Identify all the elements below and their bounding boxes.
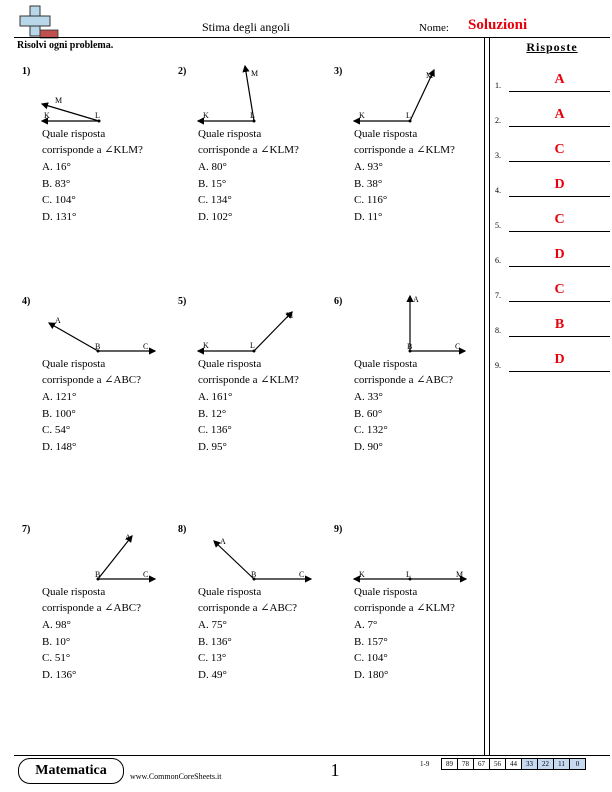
answer-value: C: [554, 282, 565, 297]
option: C. 51°: [42, 652, 71, 664]
point-label: A: [55, 316, 61, 325]
problem-3: [334, 66, 484, 226]
option: A. 16°: [42, 161, 71, 173]
question-line: corrisponde a ∠ABC?: [198, 602, 298, 614]
point-label: A: [125, 533, 131, 542]
option: B. 60°: [354, 407, 383, 420]
answer-line: [509, 336, 610, 337]
problem-number: 8): [178, 524, 187, 535]
point-label: C: [455, 342, 461, 351]
point-label: K: [44, 111, 50, 120]
option: C. 13°: [198, 652, 227, 664]
question-line: Quale risposta: [42, 128, 106, 140]
answer-column-divider-2: [489, 37, 490, 755]
option: D. 49°: [198, 668, 227, 681]
angle-diagram: [22, 66, 172, 126]
option: B. 15°: [198, 177, 227, 190]
option: B. 100°: [42, 407, 76, 420]
answer-row: [495, 352, 610, 372]
question-line: corrisponde a ∠ABC?: [42, 602, 142, 614]
score-range-label: 1-9: [420, 760, 430, 768]
question-line: Quale risposta: [42, 586, 106, 598]
point-label: K: [203, 111, 209, 120]
problem-9: [334, 524, 484, 684]
problem-8: [178, 524, 328, 684]
problem-4: [22, 296, 172, 456]
point-label: K: [359, 111, 365, 120]
option: C. 104°: [42, 194, 76, 206]
question-line: corrisponde a ∠KLM?: [42, 144, 143, 156]
option: D. 11°: [354, 210, 383, 223]
option: D. 148°: [42, 440, 77, 453]
answer-line: [509, 231, 610, 232]
question-line: corrisponde a ∠KLM?: [354, 602, 455, 614]
option: B. 38°: [354, 177, 383, 190]
question-line: corrisponde a ∠KLM?: [198, 144, 299, 156]
footer-rule: [14, 755, 610, 756]
problem-number: 1): [22, 66, 31, 77]
point-label: M: [426, 71, 434, 80]
instructions: Risolvi ogni problema.: [17, 40, 114, 51]
angle-diagram: [178, 66, 328, 126]
angle-diagram: [334, 296, 484, 356]
option: D. 90°: [354, 440, 383, 453]
problem-1: [22, 66, 172, 226]
option: A. 98°: [42, 619, 71, 631]
answer-value: C: [554, 212, 565, 227]
score-cell: 44: [506, 759, 522, 770]
answer-row: [495, 72, 610, 92]
problem-6: [334, 296, 484, 456]
angle-diagram: [334, 524, 484, 584]
header-rule: [14, 37, 610, 38]
question-line: corrisponde a ∠ABC?: [354, 374, 454, 386]
question-line: corrisponde a ∠KLM?: [198, 374, 299, 386]
problem-number: 9): [334, 524, 343, 535]
answer-number: 6.: [495, 256, 501, 265]
problem-5: [178, 296, 328, 456]
score-cell: 67: [474, 759, 490, 770]
option: B. 10°: [42, 635, 71, 648]
point-label: B: [95, 342, 101, 351]
problem-number: 6): [334, 296, 343, 307]
option: B. 12°: [198, 407, 227, 420]
option: A. 80°: [198, 161, 227, 173]
point-label: L: [250, 111, 255, 120]
option: D. 180°: [354, 668, 389, 681]
question-line: Quale risposta: [198, 586, 262, 598]
answer-line: [509, 161, 610, 162]
brand-badge: Matematica: [18, 758, 124, 784]
option: A. 33°: [354, 391, 383, 403]
page-title: Stima degli angoli: [202, 20, 290, 34]
answer-number: 1.: [495, 81, 501, 90]
point-label: M: [251, 69, 259, 78]
angle-diagram: [22, 524, 172, 584]
point-label: L: [95, 111, 100, 120]
option: C. 136°: [198, 424, 232, 436]
option: B. 136°: [198, 635, 232, 648]
point-label: L: [250, 341, 255, 350]
answer-value: C: [554, 142, 565, 157]
score-cell: 78: [458, 759, 474, 770]
answer-line: [509, 196, 610, 197]
answer-number: 2.: [495, 116, 501, 125]
point-label: C: [299, 570, 305, 579]
angle-diagram: [178, 296, 328, 356]
answer-line: [509, 371, 610, 372]
answer-row: [495, 247, 610, 267]
answer-row: [495, 142, 610, 162]
score-cell: 56: [490, 759, 506, 770]
point-label: L: [406, 570, 411, 579]
angle-diagram: [22, 296, 172, 356]
point-label: B: [251, 570, 257, 579]
answer-row: [495, 212, 610, 232]
answer-number: 8.: [495, 326, 501, 335]
question-line: corrisponde a ∠ABC?: [42, 374, 142, 386]
point-label: A: [220, 537, 226, 546]
point-label: M: [55, 96, 63, 105]
name-label: Nome:: [419, 22, 449, 34]
answer-line: [509, 301, 610, 302]
score-cell: 11: [554, 759, 570, 770]
point-label: A: [413, 295, 419, 304]
option: A. 7°: [354, 619, 378, 631]
point-label: C: [143, 342, 149, 351]
answers-header: Risposte: [526, 40, 578, 54]
question-line: Quale risposta: [198, 358, 262, 370]
option: A. 75°: [198, 619, 227, 631]
answer-column-divider: [484, 37, 485, 755]
score-cell: 89: [442, 759, 458, 770]
problem-number: 4): [22, 296, 31, 307]
angle-diagram: [178, 524, 328, 584]
answer-value: D: [554, 352, 565, 367]
option: A. 161°: [198, 391, 233, 403]
option: D. 136°: [42, 668, 77, 681]
question-line: Quale risposta: [354, 586, 418, 598]
answer-number: 9.: [495, 361, 501, 370]
option: D. 95°: [198, 440, 227, 453]
answer-value: B: [554, 317, 565, 332]
option: A. 121°: [42, 391, 77, 403]
problem-2: [178, 66, 328, 226]
point-label: B: [407, 342, 413, 351]
answer-row: [495, 282, 610, 302]
point-label: C: [143, 570, 149, 579]
answer-number: 7.: [495, 291, 501, 300]
question-line: Quale risposta: [42, 358, 106, 370]
score-cell: 33: [522, 759, 538, 770]
answer-row: [495, 317, 610, 337]
point-label: L: [406, 111, 411, 120]
point-label: K: [359, 570, 365, 579]
question-line: Quale risposta: [354, 128, 418, 140]
option: D. 102°: [198, 210, 233, 223]
answer-line: [509, 91, 610, 92]
option: A. 93°: [354, 161, 383, 173]
problem-number: 5): [178, 296, 187, 307]
question-line: Quale risposta: [354, 358, 418, 370]
option: B. 83°: [42, 177, 71, 190]
problem-number: 3): [334, 66, 343, 77]
point-label: K: [203, 341, 209, 350]
option: D. 131°: [42, 210, 77, 223]
answer-number: 3.: [495, 151, 501, 160]
point-label: B: [95, 570, 101, 579]
option: C. 104°: [354, 652, 388, 664]
problem-number: 7): [22, 524, 31, 535]
question-line: corrisponde a ∠KLM?: [354, 144, 455, 156]
answer-number: 4.: [495, 186, 501, 195]
question-line: Quale risposta: [198, 128, 262, 140]
answer-line: [509, 126, 610, 127]
answer-row: [495, 107, 610, 127]
point-label: M: [456, 570, 464, 579]
option: C. 134°: [198, 194, 232, 206]
option: C. 132°: [354, 424, 388, 436]
score-table: [441, 758, 586, 770]
answer-line: [509, 266, 610, 267]
answer-value: D: [554, 247, 565, 262]
page-number: 1: [330, 760, 340, 780]
problem-number: 2): [178, 66, 187, 77]
answer-number: 5.: [495, 221, 501, 230]
option: C. 54°: [42, 424, 71, 436]
answer-value: A: [554, 72, 565, 87]
problem-7: [22, 524, 172, 684]
site-url: www.CommonCoreSheets.it: [130, 772, 222, 781]
point-label: M: [286, 311, 294, 320]
score-cell: 0: [570, 759, 586, 770]
answer-value: A: [554, 107, 565, 122]
answer-row: [495, 177, 610, 197]
score-cell: 22: [538, 759, 554, 770]
option: B. 157°: [354, 635, 388, 648]
angle-diagram: [334, 66, 484, 126]
answer-value: D: [554, 177, 565, 192]
name-value: Soluzioni: [468, 17, 528, 33]
option: C. 116°: [354, 194, 388, 206]
